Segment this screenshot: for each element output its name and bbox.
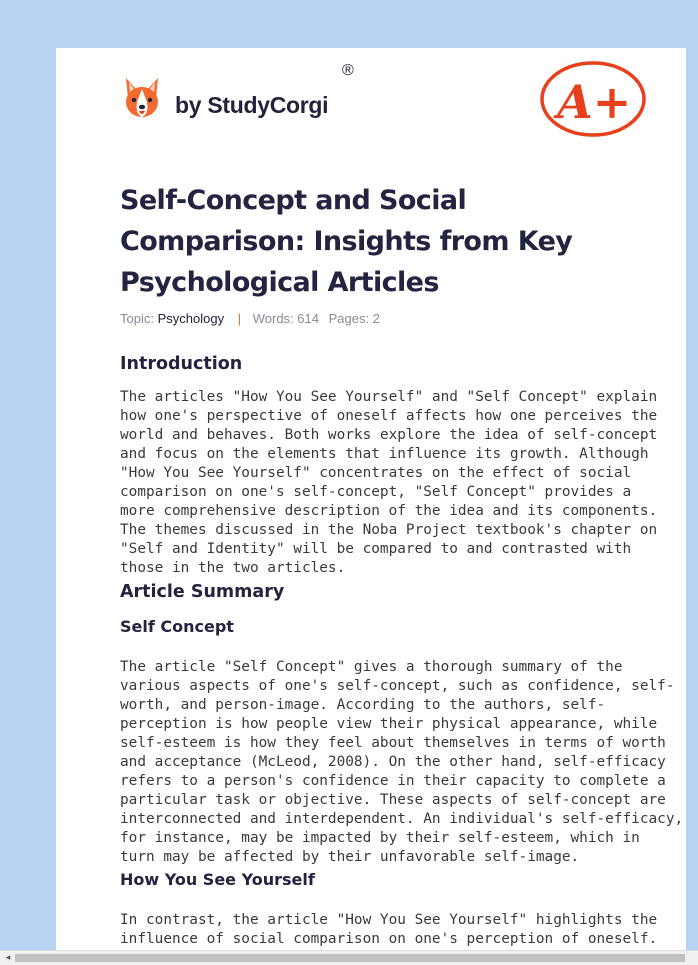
text-line: "Self and Identity" will be compared to and contrasted with [120,541,632,557]
text-line: various aspects of one's self-concept, such as confidence, self- [120,678,675,694]
text-line: The articles "How You See Yourself" and "Self Concept" explain [120,389,658,405]
text-line: interconnected and interdependent. An individual's self-efficacy, [120,811,684,827]
document-page [56,48,686,950]
text-line: more comprehensive description of the idea and its components. [120,503,658,519]
text-line: worth, and person-image. According to the authors, self- [120,697,606,713]
self-concept-heading: Self Concept [120,617,234,636]
text-line: The article "Self Concept" gives a thorough summary of the [120,659,623,675]
title-line: Psychological Articles [120,267,439,298]
registered-mark: ® [342,62,354,79]
text-line: and acceptance (McLeod, 2008). On the other hand, self-efficacy [120,754,666,770]
text-line: perception is how people view their physical appearance, while [120,716,658,732]
document-meta [120,311,380,326]
text-line: The themes discussed in the Noba Project textbook's chapter on [120,522,658,538]
title-line: Self-Concept and Social [120,185,467,216]
self-concept-paragraph [120,658,684,867]
text-line: those in the two articles. [120,560,346,576]
studycorgi-logo[interactable] [122,76,328,120]
scroll-left-icon[interactable]: ◂ [5,953,11,963]
grade-badge-text: A+ [557,75,632,129]
word-count: Words: 614 [252,311,319,326]
how-you-see-yourself-paragraph [120,911,658,949]
meta-separator: | [237,311,242,326]
scroll-thumb[interactable] [15,954,685,962]
text-line: how one's perspective of oneself affects how one perceives the [120,408,658,424]
page-count: Pages: 2 [328,311,380,326]
text-line: for instance, may be impacted by their self-esteem, which in [120,830,640,846]
text-line: world and behaves. Both works explore the idea of self-concept [120,427,658,443]
horizontal-scrollbar[interactable] [0,950,698,965]
title-line: Comparison: Insights from Key [120,226,573,257]
introduction-heading: Introduction [120,354,243,374]
corgi-icon [122,76,162,120]
how-you-see-yourself-heading: How You See Yourself [120,870,315,889]
grade-badge-icon [539,60,647,140]
introduction-paragraph [120,388,658,578]
text-line: refers to a person's confidence in their capacity to complete a [120,773,666,789]
text-line: influence of social comparison on one's perception of oneself. [120,931,658,947]
text-line: and focus on the elements that influence its growth. Although [120,446,649,462]
text-line: turn may be affected by their unfavorable self-image. [120,849,580,865]
text-line: "How You See Yourself" concentrates on the effect of social [120,465,632,481]
text-line: self-esteem is how they feel about themselves in terms of worth [120,735,666,751]
text-line: comparison on one's self-concept, "Self Concept" provides a [120,484,632,500]
document-title [120,180,620,303]
brand-name: by StudyCorgi [175,91,329,118]
document-body [120,350,684,949]
text-line: In contrast, the article "How You See Yourself" highlights the [120,912,658,928]
topic-link[interactable]: Psychology [157,311,225,326]
topic-label: Topic: [120,311,154,326]
text-line: particular task or objective. These aspects of self-concept are [120,792,666,808]
article-summary-heading: Article Summary [120,582,285,602]
